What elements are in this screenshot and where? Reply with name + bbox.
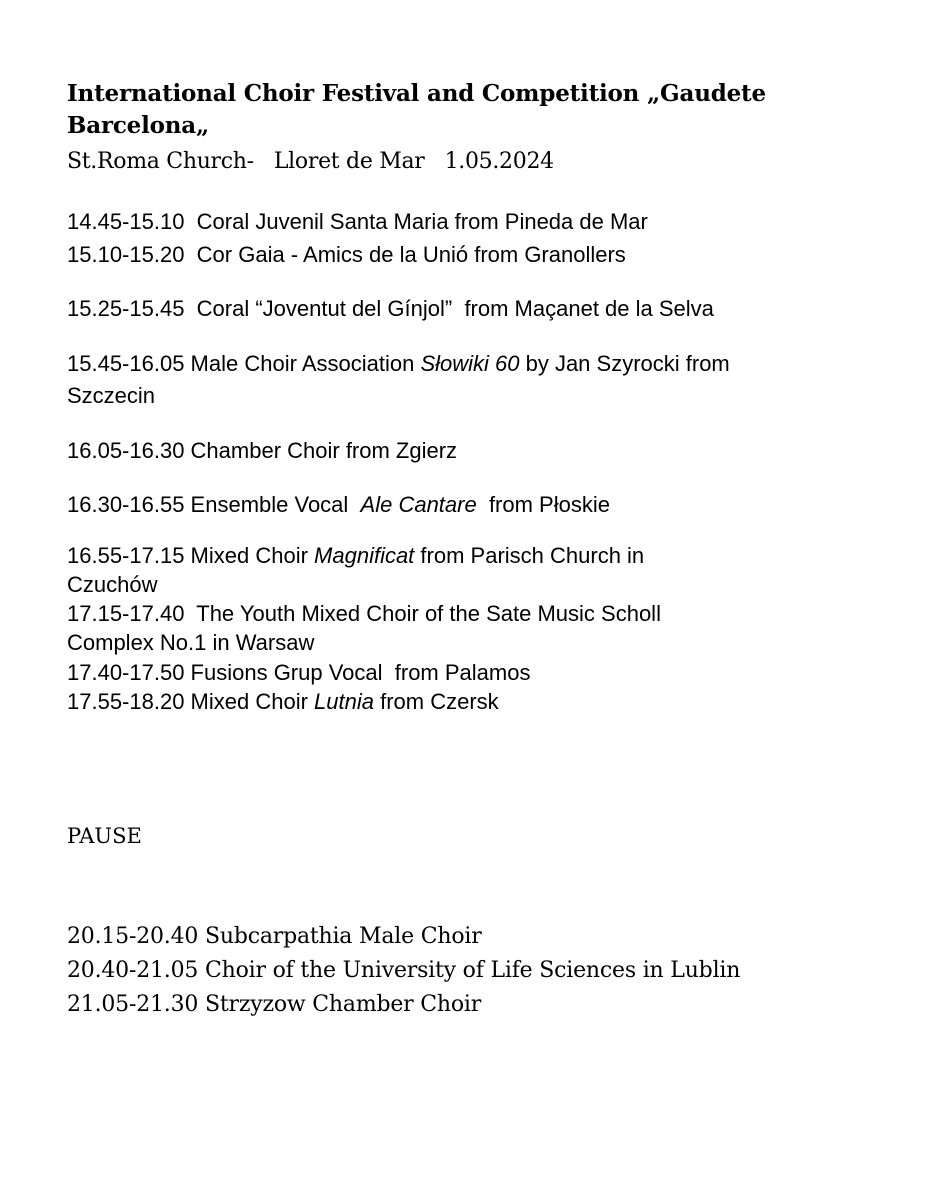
choir-name: Magnificat <box>314 543 415 568</box>
program-line <box>67 689 499 715</box>
festival-title: International Choir Festival and Competition „Gaudete Barcelona„ <box>67 80 766 139</box>
choir-name: Lutnia <box>314 689 374 714</box>
program-line <box>67 351 730 377</box>
evening-line: 21.05-21.30 Strzyzow Chamber Choir <box>67 992 482 1017</box>
program-line-continuation: Szczecin <box>67 383 156 408</box>
program-line-text: from Płoskie <box>476 492 610 517</box>
program-line-text: from Parisch Church in <box>414 543 645 568</box>
venue-date: St.Roma Church- Lloret de Mar 1.05.2024 <box>67 149 554 174</box>
program-line: 16.05-16.30 Chamber Choir from Zgierz <box>67 438 458 463</box>
evening-line: 20.15-20.40 Subcarpathia Male Choir <box>67 924 482 949</box>
program-line-continuation: Czuchów <box>67 572 158 597</box>
program-line-text: from Czersk <box>373 689 499 714</box>
program-line-text: 16.55-17.15 Mixed Choir <box>67 543 315 568</box>
choir-name: Ale Cantare <box>360 492 477 517</box>
program-line-continuation: Complex No.1 in Warsaw <box>67 630 315 655</box>
program-line-text: 15.45-16.05 Male Choir Association <box>67 351 421 376</box>
program-line: 17.15-17.40 The Youth Mixed Choir of the Sate Music Scholl <box>67 601 661 626</box>
choir-name: Słowiki 60 <box>420 351 520 376</box>
program-line: 15.25-15.45 Coral “Joventut del Gínjol” from Maçanet de la Selva <box>67 296 714 321</box>
evening-line: 20.40-21.05 Choir of the University of Life Sciences in Lublin <box>67 958 741 983</box>
program-line-text: 16.30-16.55 Ensemble Vocal <box>67 492 361 517</box>
program-line: 14.45-15.10 Coral Juvenil Santa Maria from Pineda de Mar <box>67 209 648 234</box>
program-line-text: by Jan Szyrocki from <box>519 351 730 376</box>
program-line: 15.10-15.20 Cor Gaia - Amics de la Unió from Granollers <box>67 242 626 267</box>
pause-label: PAUSE <box>67 824 142 848</box>
program-line: 17.40-17.50 Fusions Grup Vocal from Palamos <box>67 660 531 685</box>
program-line <box>67 543 644 569</box>
program-line <box>67 492 610 518</box>
program-line-text: 17.55-18.20 Mixed Choir <box>67 689 315 714</box>
